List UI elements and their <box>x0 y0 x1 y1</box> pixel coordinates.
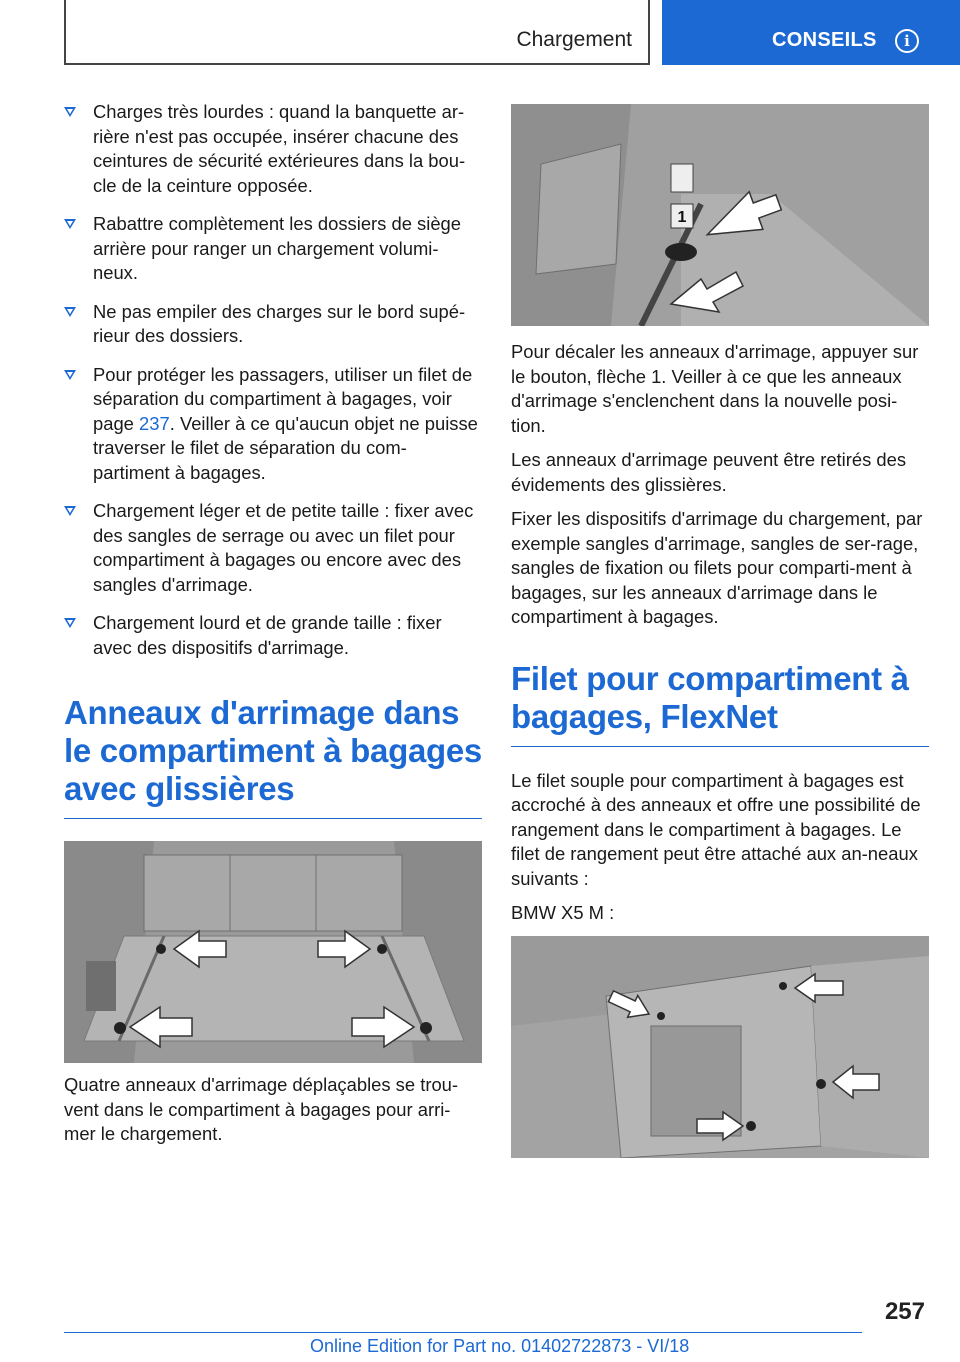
header-bar <box>64 0 650 65</box>
list-item: Pour protéger les passagers, utiliser un filet de séparation du compartiment à bagages, voir page 237. Veiller à ce qu'aucun objet ne puisse traverser le filet de séparation du com-partiment à bagages. <box>64 363 482 486</box>
triangle-bullet-icon <box>64 307 76 317</box>
para-model: BMW X5 M : <box>511 902 615 923</box>
para-decaler: Pour décaler les anneaux d'arrimage, appuyer sur le bouton, flèche 1. Veiller à ce que les anneaux d'arrimage s'enclenchent dans la nouvelle posi-tion. <box>511 341 919 436</box>
page-link-237[interactable]: 237 <box>139 412 170 434</box>
triangle-bullet-icon <box>64 219 76 229</box>
list-item: Chargement léger et de petite taille : fixer avec des sangles de serrage ou avec un filet pour compartiment à bagages ou encore avec des sangles d'arrimage. <box>64 499 482 597</box>
para-retires: Les anneaux d'arrimage peuvent être retirés des évidements des glissières. <box>511 449 907 495</box>
list-item: Ne pas empiler des charges sur le bord supé-rieur des dossiers. <box>64 300 482 349</box>
footer-edition-link[interactable]: Online Edition for Part no. 01402722873 - VI/18 <box>310 1336 690 1356</box>
section-heading-flexnet: Filet pour compartiment à bagages, FlexNet <box>511 660 929 747</box>
trunk-overview-image <box>64 841 482 1063</box>
left-column <box>64 100 482 1157</box>
svg-text:1: 1 <box>677 209 687 226</box>
flexnet-image <box>511 936 929 1158</box>
para-fixer: Fixer les dispositifs d'arrimage du chargement, par exemple sangles d'arrimage, sangles de ser-rage, sangles de fixation ou filets pour comparti-ment à bagages, sur les anneaux d'arrimage dans le compartiment à bagages. <box>511 508 923 627</box>
footer-divider <box>64 1332 862 1333</box>
section-title: Chargement <box>516 28 632 51</box>
right-column <box>511 104 929 1158</box>
page-number: 257 <box>884 1298 925 1325</box>
triangle-bullet-icon <box>64 506 76 516</box>
rail-detail-image <box>511 104 929 326</box>
list-item: Rabattre complètement les dossiers de siège arrière pour ranger un chargement volumi-neux. <box>64 212 482 286</box>
triangle-bullet-icon <box>64 370 76 380</box>
triangle-bullet-icon <box>64 107 76 117</box>
section-heading-anneaux: Anneaux d'arrimage dans le compartiment à bagages avec glissières <box>64 694 482 819</box>
list-item: Chargement lourd et de grande taille : fixer avec des dispositifs d'arrimage. <box>64 611 482 660</box>
tab-conseils[interactable] <box>662 0 960 65</box>
triangle-bullet-icon <box>64 618 76 628</box>
info-icon[interactable]: i <box>895 29 919 53</box>
figure-caption: Quatre anneaux d'arrimage déplaçables se trou-vent dans le compartiment à bagages pour arri-mer le chargement. <box>64 1074 459 1144</box>
tips-list <box>64 100 482 660</box>
para-filet: Le filet souple pour compartiment à bagages est accroché à des anneaux et offre une possibilité de rangement dans le compartiment à bagages. Le filet de rangement peut être attaché aux an-neaux suivants : <box>511 769 921 889</box>
list-item: Charges très lourdes : quand la banquette ar-rière n'est pas occupée, insérer chacune des ceintures de sécurité extérieures dans la bou-cle de la ceinture opposée. <box>64 100 482 198</box>
tab-conseils-label: CONSEILS <box>772 29 877 51</box>
callout-number-1 <box>671 204 693 228</box>
